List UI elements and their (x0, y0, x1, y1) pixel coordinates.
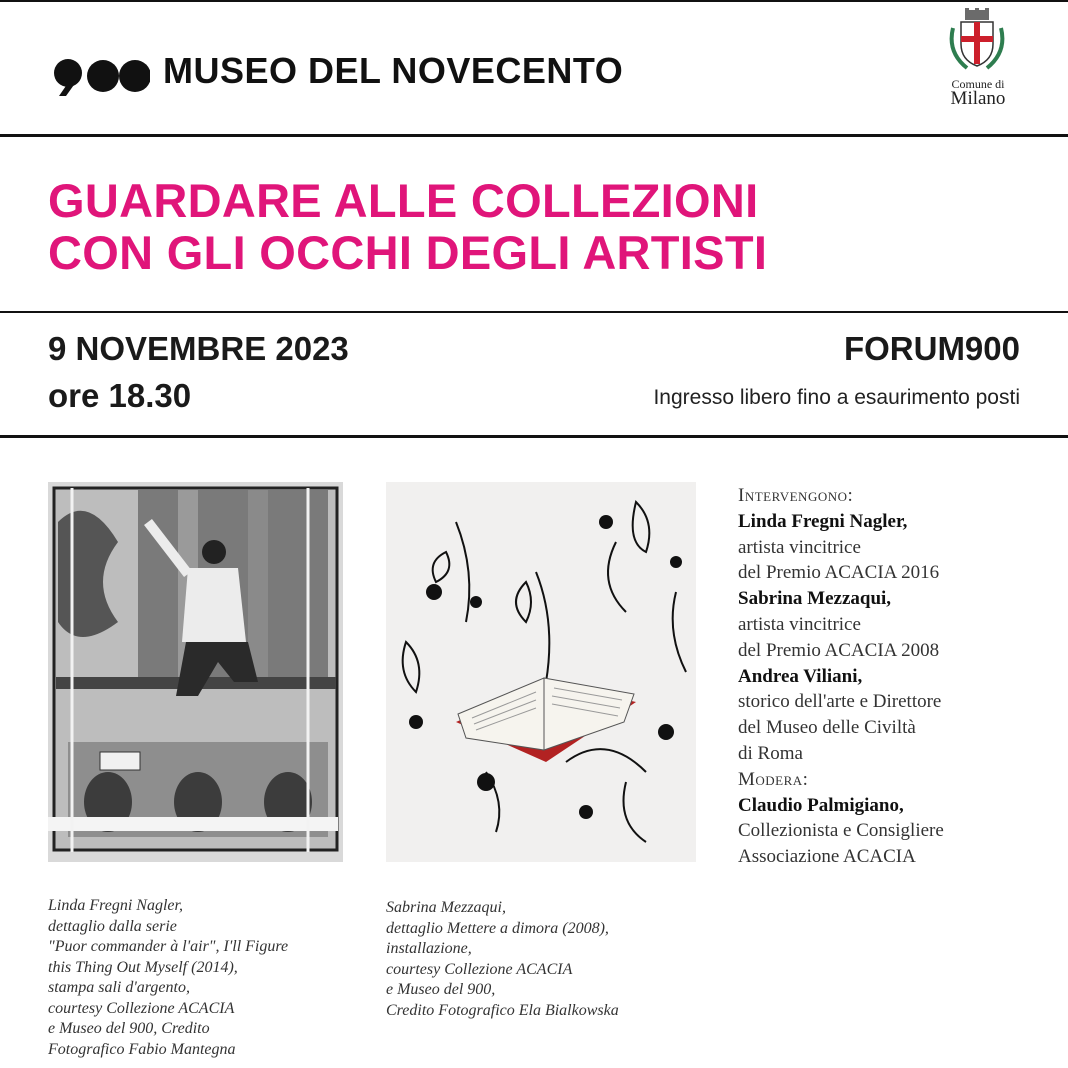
milano-label: Milano (950, 88, 1006, 109)
event-date: 9 NOVEMBRE 2023 (48, 330, 349, 367)
info-rule (0, 435, 1068, 438)
caption-line: Fotografico Fabio Mantegna (48, 1040, 236, 1058)
title-line-2: CON GLI OCCHI DEGLI ARTISTI (48, 226, 768, 279)
speaker-role: del Museo delle Civiltà (738, 717, 916, 739)
book-with-botanical-cutouts-icon (386, 482, 696, 862)
caption-line: "Puor commander à l'air", I'll Figure (48, 938, 289, 955)
bw-photo-man-climbing-icon (48, 482, 343, 862)
event-title (48, 175, 1038, 279)
comune-label: Comune di (951, 77, 1005, 91)
caption-line: Sabrina Mezzaqui, (386, 899, 506, 916)
moderator-role: Collezionista e Consigliere (738, 820, 944, 842)
caption-line: dettaglio Mettere a dimora (2008), (386, 919, 609, 937)
speaker-role: del Premio ACACIA 2008 (738, 639, 940, 661)
museum-name: MUSEO DEL NOVECENTO (163, 50, 624, 91)
caption-line: installazione, (386, 940, 472, 957)
caption-line: e Museo del 900, Credito (48, 1020, 210, 1037)
caption-line: e Museo del 900, (386, 981, 496, 998)
speaker-role: artista vincitrice (738, 536, 861, 558)
speaker-name: Linda Fregni Nagler, (738, 510, 908, 532)
moderator-role: Associazione ACACIA (738, 846, 916, 868)
top-rule (0, 0, 1068, 2)
header-rule (0, 134, 1068, 137)
speakers-list (738, 483, 944, 870)
milano-crest-icon (945, 8, 1009, 72)
moderator-name: Claudio Palmigiano, (738, 794, 904, 816)
caption-line: courtesy Collezione ACACIA (386, 960, 573, 978)
title-rule (0, 311, 1068, 313)
event-time: ore 18.30 (48, 377, 192, 414)
caption-left (48, 896, 288, 1060)
speaker-role: artista vincitrice (738, 613, 861, 635)
speaker-name: Andrea Viliani, (738, 665, 863, 687)
entry-note: Ingresso libero fino a esaurimento posti (653, 386, 1020, 409)
caption-middle (386, 898, 619, 1021)
intervengono-label: Intervengono: (738, 485, 854, 506)
caption-line: stampa sali d'argento, (48, 979, 190, 996)
caption-line: courtesy Collezione ACACIA (48, 999, 235, 1017)
title-line-1: GUARDARE ALLE COLLEZIONI (48, 174, 759, 227)
event-venue: FORUM900 (843, 330, 1020, 367)
900-logo-icon (50, 56, 150, 96)
speaker-role: storico dell'arte e Direttore (738, 691, 942, 713)
caption-line: Linda Fregni Nagler, (48, 897, 183, 914)
caption-line: Credito Fotografico Ela Bialkowska (386, 1001, 619, 1019)
speaker-name: Sabrina Mezzaqui, (738, 588, 892, 610)
caption-line: this Thing Out Myself (2014), (48, 958, 238, 976)
speaker-role: del Premio ACACIA 2016 (738, 562, 940, 584)
speaker-role: di Roma (738, 742, 803, 764)
modera-label: Modera: (738, 768, 809, 790)
caption-line: dettaglio dalla serie (48, 917, 177, 935)
